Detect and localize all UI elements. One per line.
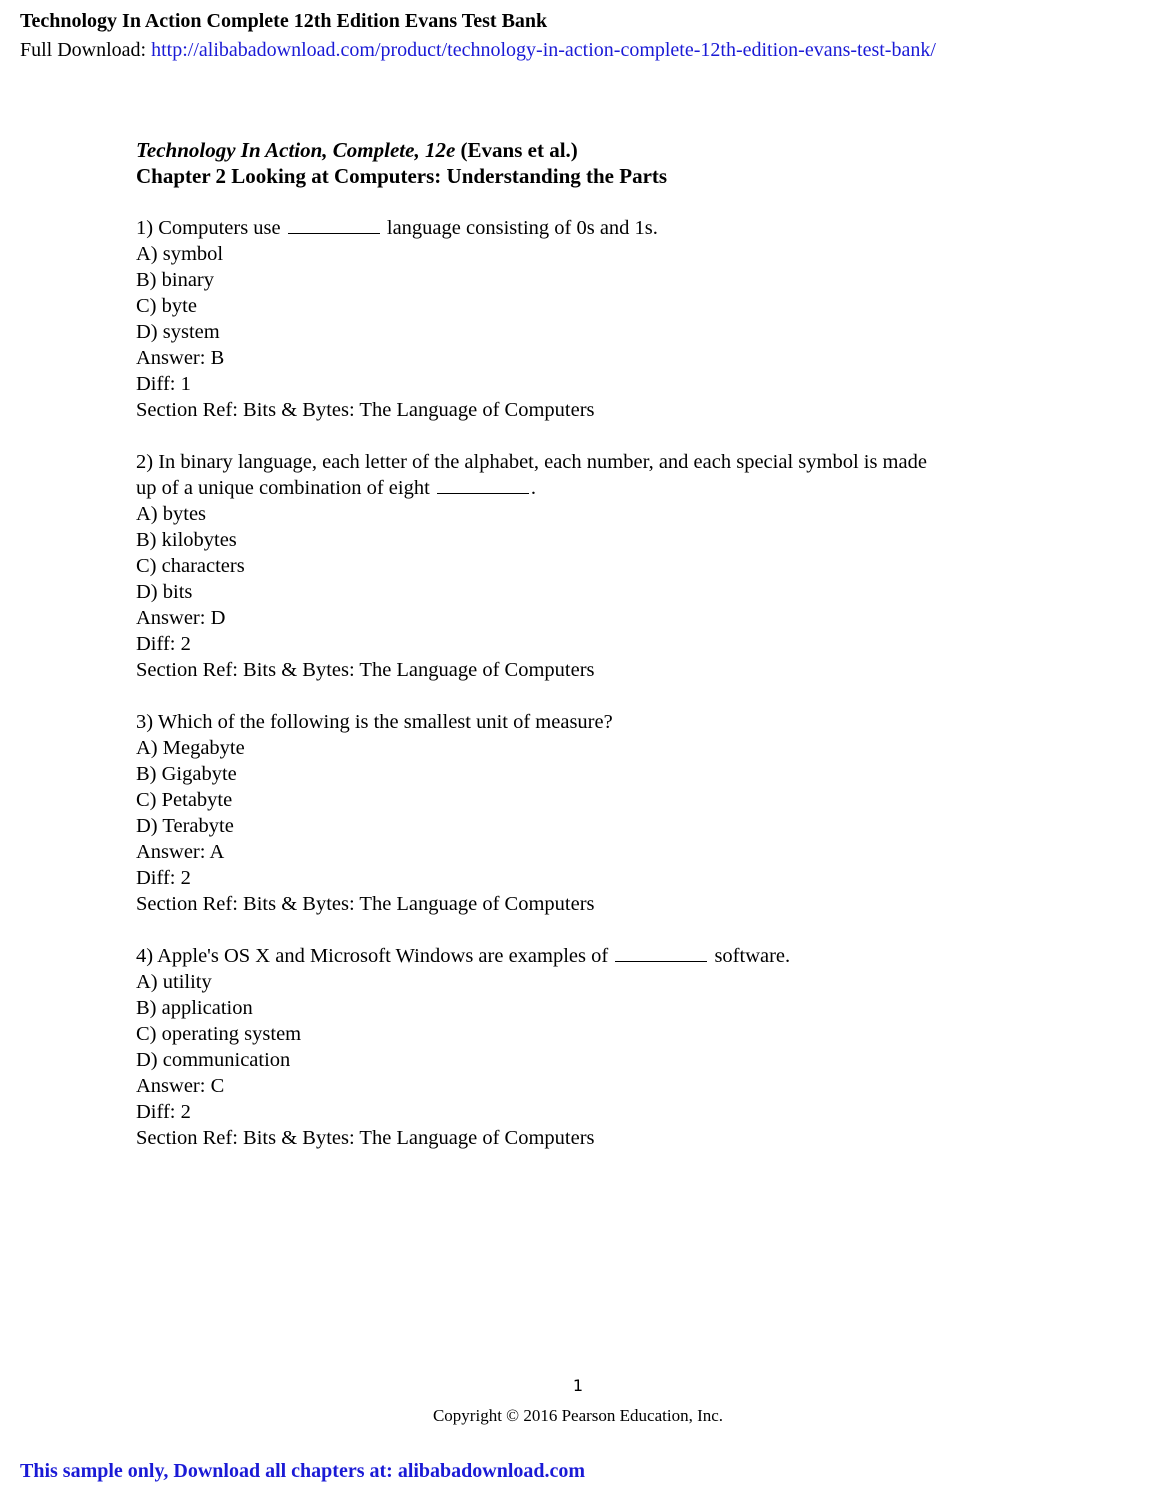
question-stem: 4) Apple's OS X and Microsoft Windows are examples of software. [136,945,791,967]
option-d: D) bits [136,581,193,603]
copyright-notice: Copyright © 2016 Pearson Education, Inc. [432,1406,724,1425]
difficulty-line: Diff: 2 [136,867,191,889]
option-d: D) system [136,321,220,343]
answer-line: Answer: C [136,1075,225,1097]
option-d: D) communication [136,1049,291,1071]
section-ref-line: Section Ref: Bits & Bytes: The Language of Computers [136,893,595,915]
difficulty-line: Diff: 1 [136,373,191,395]
full-download-label: Full Download: [20,39,152,61]
question-2 [136,449,1056,683]
question-stem: 3) Which of the following is the smallest unit of measure? [136,711,613,733]
question-1 [136,215,1056,423]
option-c: C) byte [136,295,197,317]
book-title: Technology In Action, Complete, 12e [136,138,456,162]
option-a: A) symbol [136,243,224,265]
sample-download-note[interactable]: This sample only, Download all chapters at: alibabadownload.com [20,1460,586,1482]
option-b: B) kilobytes [136,529,237,551]
document-header-title: Technology In Action Complete 12th Edition Evans Test Bank [20,10,548,32]
answer-blank [288,215,380,234]
option-b: B) Gigabyte [136,763,237,785]
option-a: A) bytes [136,503,207,525]
book-title-line [136,137,1056,163]
section-ref-line: Section Ref: Bits & Bytes: The Language of Computers [136,659,595,681]
full-download-line [20,37,936,63]
question-3 [136,709,1056,917]
difficulty-line: Diff: 2 [136,1101,191,1123]
question-stem: 1) Computers use language consisting of 0s and 1s. [136,217,658,239]
answer-blank [437,475,529,494]
question-4 [136,943,1056,1151]
question-stem-line-1: 2) In binary language, each letter of the alphabet, each number, and each special symbol is made [136,451,927,473]
answer-line: Answer: A [136,841,225,863]
page-number: 1 [572,1376,584,1395]
answer-line: Answer: B [136,347,225,369]
option-a: A) Megabyte [136,737,245,759]
download-link[interactable]: http://alibabadownload.com/product/technology-in-action-complete-12th-edition-evans-test-bank/ [151,39,936,61]
question-stem-line-2: up of a unique combination of eight . [136,477,537,499]
option-d: D) Terabyte [136,815,234,837]
difficulty-line: Diff: 2 [136,633,191,655]
section-ref-line: Section Ref: Bits & Bytes: The Language of Computers [136,399,595,421]
section-ref-line: Section Ref: Bits & Bytes: The Language of Computers [136,1127,595,1149]
option-a: A) utility [136,971,212,993]
answer-line: Answer: D [136,607,226,629]
option-c: C) characters [136,555,245,577]
option-c: C) Petabyte [136,789,233,811]
chapter-title: Chapter 2 Looking at Computers: Understanding the Parts [136,164,668,188]
option-b: B) application [136,997,253,1019]
test-bank-content [136,137,1056,1151]
option-b: B) binary [136,269,214,291]
option-c: C) operating system [136,1023,302,1045]
answer-blank [615,943,707,962]
book-authors: (Evans et al.) [455,138,578,162]
